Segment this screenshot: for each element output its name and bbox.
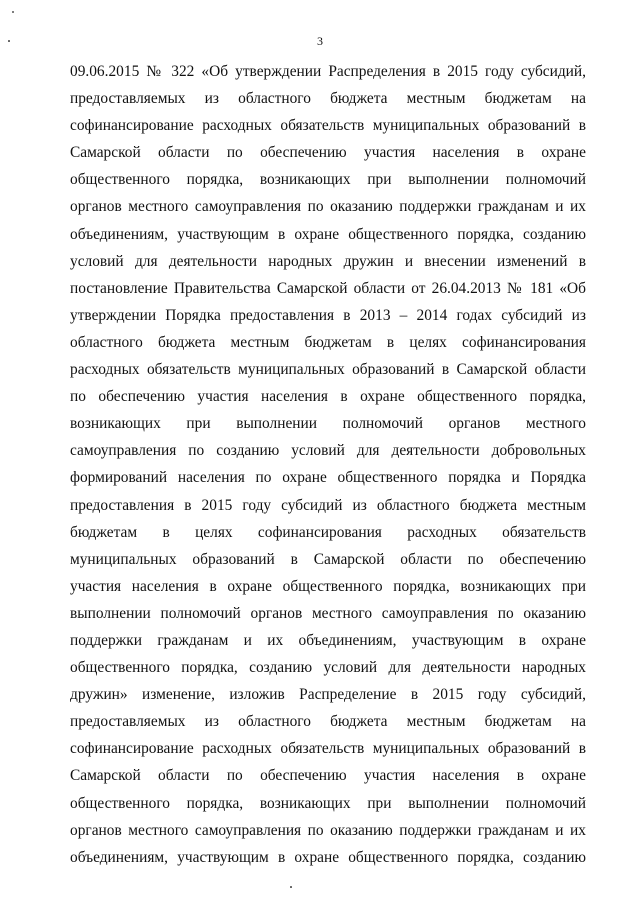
text-line: постановление Правительства Самарской области от 26.04.2013 № 181 «Об (70, 279, 586, 297)
scan-speck (12, 11, 14, 13)
text-line: областного бюджета местным бюджетам в целях софинансирования (70, 333, 586, 351)
text-line: объединениям, участвующим в охране общественного порядка, созданию (70, 225, 586, 243)
text-line: участия населения в охране общественного порядка, возникающих при (70, 577, 586, 595)
text-line: общественного порядка, созданию условий для деятельности народных (70, 659, 586, 677)
text-line: 09.06.2015 № 322 «Об утверждении Распределения в 2015 году субсидий, (70, 63, 586, 80)
text-line: поддержки гражданам и их объединениям, участвующим в охране (70, 631, 586, 649)
text-line: органов местного самоуправления по оказанию поддержки гражданам и их (70, 198, 586, 216)
text-line: возникающих при выполнении полномочий органов местного (70, 415, 586, 433)
text-line: самоуправления по созданию условий для деятельности добровольных (70, 442, 586, 460)
text-line: софинансирование расходных обязательств муниципальных образований в (70, 740, 586, 758)
text-line: органов местного самоуправления по оказанию поддержки гражданам и их (70, 821, 586, 839)
text-line: муниципальных образований в Самарской области по обеспечению (70, 550, 586, 568)
text-line: Самарской области по обеспечению участия населения в охране (70, 767, 586, 785)
text-line: формирований населения по охране общественного порядка и Порядка (70, 469, 586, 487)
text-line: предоставления в 2015 году субсидий из областного бюджета местным (70, 496, 586, 514)
text-line: общественного порядка, возникающих при выполнении полномочий (70, 171, 586, 189)
text-line: объединениям, участвующим в охране общественного порядка, созданию (70, 848, 586, 866)
text-line: выполнении полномочий органов местного самоуправления по оказанию (70, 604, 586, 622)
body-text (70, 58, 586, 871)
text-line: софинансирование расходных обязательств муниципальных образований в (70, 117, 586, 135)
text-line: условий для деятельности народных дружин и внесении изменений в (70, 252, 586, 270)
text-line: Самарской области по обеспечению участия населения в охране (70, 144, 586, 162)
text-line: дружин» изменение, изложив Распределение в 2015 году субсидий, (70, 686, 586, 704)
text-line: расходных обязательств муниципальных образований в Самарской области (70, 361, 586, 379)
text-line: бюджетам в целях софинансирования расходных обязательств (70, 523, 586, 541)
text-line: предоставляемых из областного бюджета местным бюджетам на (70, 713, 586, 731)
text-line: по обеспечению участия населения в охране общественного порядка, (70, 388, 586, 406)
text-line: общественного порядка, возникающих при выполнении полномочий (70, 794, 586, 812)
text-line: предоставляемых из областного бюджета местным бюджетам на (70, 90, 586, 108)
text-line: утверждении Порядка предоставления в 2013 – 2014 годах субсидий из (70, 306, 586, 324)
page-number: 3 (317, 34, 323, 48)
scan-speck (290, 886, 292, 888)
